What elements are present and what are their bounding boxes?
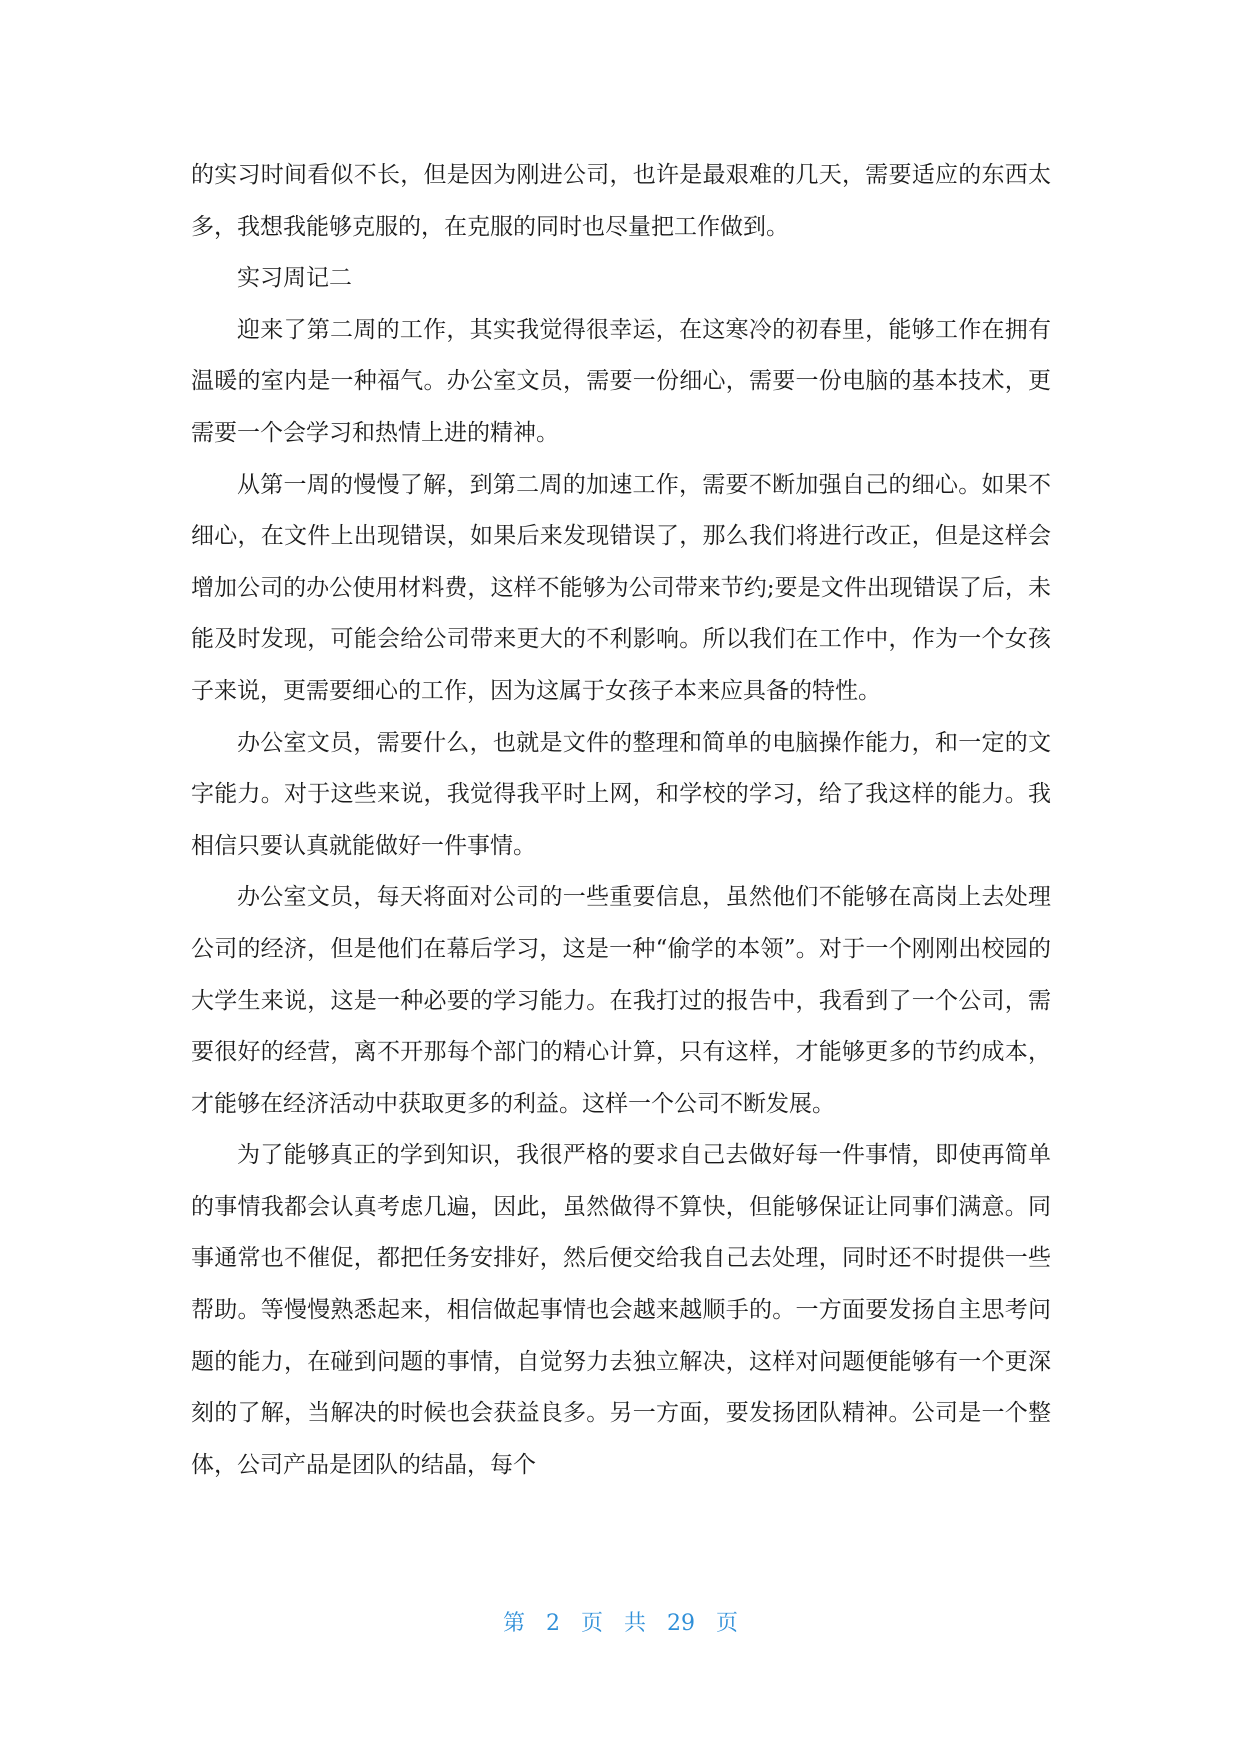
page-footer <box>0 1606 1241 1637</box>
paragraph-3: 从第一周的慢慢了解，到第二周的加速工作，需要不断加强自己的细心。如果不细心，在文件上出现错误，如果后来发现错误了，那么我们将进行改正，但是这样会增加公司的办公使用材料费，这样不能够为公司带来节约;要是文件出现错误了后，未能及时发现，可能会给公司带来更大的不利影响。所以我们在工作中，作为一个女孩子来说，更需要细心的工作，因为这属于女孩子本来应具备的特性。 <box>191 471 1051 704</box>
footer-suffix: 页 <box>715 1611 738 1636</box>
paragraph-6: 为了能够真正的学到知识，我很严格的要求自己去做好每一件事情，即使再简单的事情我都会认真考虑几遍，因此，虽然做得不算快，但能够保证让同事们满意。同事通常也不催促，都把任务安排好，然后便交给我自己去处理，同时还不时提供一些帮助。等慢慢熟悉起来，相信做起事情也会越来越顺手的。一方面要发扬自主思考问题的能力，在碰到问题的事情，自觉努力去独立解决，这样对问题便能够有一个更深刻的了解，当解决的时候也会获益良多。另一方面，要发扬团队精神。公司是一个整体，公司产品是团队的结晶，每个 <box>191 1142 1051 1478</box>
paragraph-1: 的实习时间看似不长，但是因为刚进公司，也许是最艰难的几天，需要适应的东西太多，我想我能够克服的，在克服的同时也尽量把工作做到。 <box>191 162 1051 240</box>
section-heading: 实习周记二 <box>237 265 352 292</box>
paragraph-2: 迎来了第二周的工作，其实我觉得很幸运，在这寒冷的初春里，能够工作在拥有温暖的室内是一种福气。办公室文员，需要一份细心，需要一份电脑的基本技术，更需要一个会学习和热情上进的精神。 <box>191 316 1051 446</box>
footer-prefix: 第 <box>503 1611 526 1636</box>
total-pages-number: 29 <box>666 1611 695 1636</box>
current-page-number: 2 <box>546 1611 561 1636</box>
footer-middle: 页 共 <box>581 1611 646 1636</box>
document-body <box>191 150 1051 1491</box>
paragraph-4: 办公室文员，需要什么，也就是文件的整理和简单的电脑操作能力，和一定的文字能力。对于这些来说，我觉得我平时上网，和学校的学习，给了我这样的能力。我相信只要认真就能做好一件事情。 <box>191 729 1051 859</box>
paragraph-5: 办公室文员，每天将面对公司的一些重要信息，虽然他们不能够在高岗上去处理公司的经济，但是他们在幕后学习，这是一种“偷学的本领”。对于一个刚刚出校园的大学生来说，这是一种必要的学习能力。在我打过的报告中，我看到了一个公司，需要很好的经营，离不开那每个部门的精心计算，只有这样，才能够更多的节约成本，才能够在经济活动中获取更多的利益。这样一个公司不断发展。 <box>191 884 1051 1117</box>
